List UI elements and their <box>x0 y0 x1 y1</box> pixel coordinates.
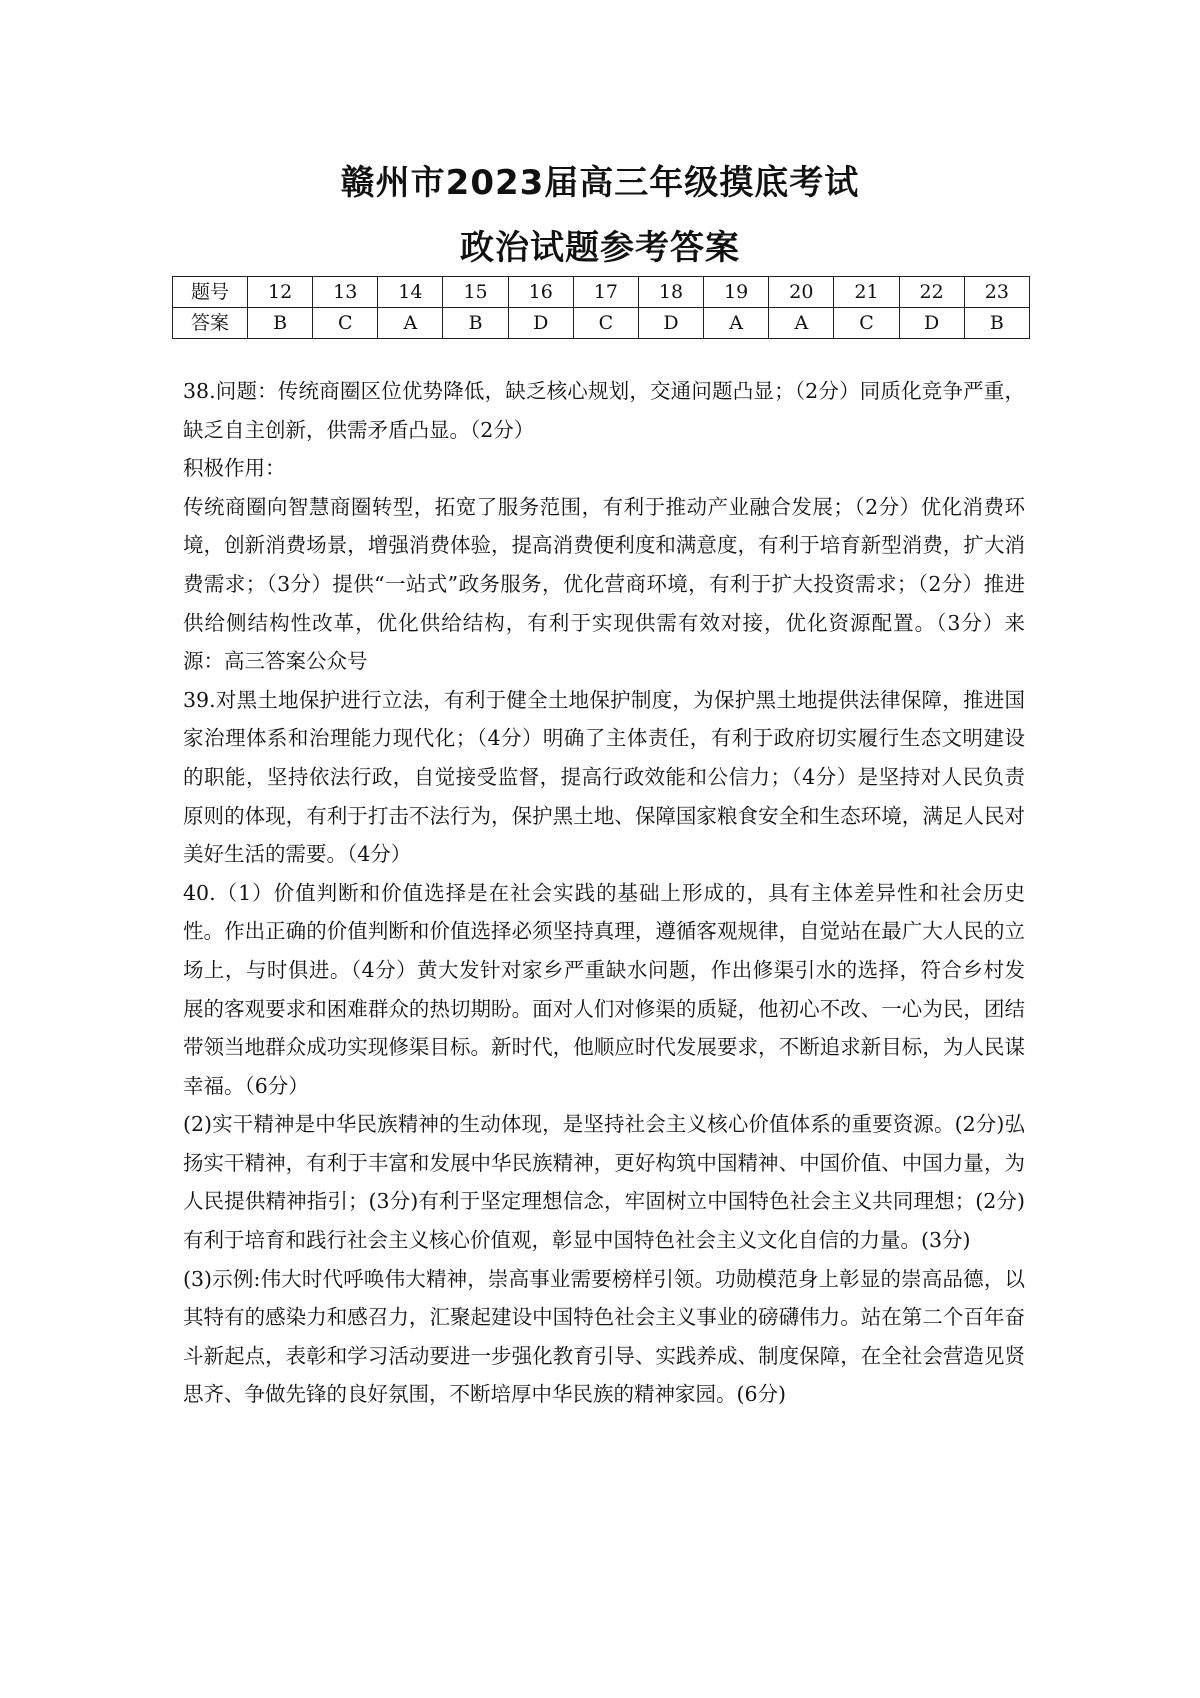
answer-40-part-3: (3)示例:伟大时代呼唤伟大精神，崇高事业需要榜样引领。功勋模范身上彰显的崇高品德，以其特有的感染力和感召力，汇聚起建设中国特色社会主义事业的磅礴伟力。站在第二个百年奋斗新起点，表彰和学习活动要进一步强化教育引导、实践养成、制度保障，在全社会营造见贤思齐、争做先锋的良好氛围，不断培厚中华民族的精神家园。(6分) <box>183 1266 1025 1407</box>
number-row-label: 题号 <box>173 277 248 308</box>
answer-cell: D <box>899 308 964 339</box>
answer-38-heading: 积极作用： <box>183 456 286 481</box>
answer-cell: B <box>443 308 508 339</box>
answer-cell: A <box>378 308 443 339</box>
question-number-cell: 20 <box>769 277 834 308</box>
question-number-cell: 21 <box>834 277 899 308</box>
answer-table-number-row <box>173 277 1030 308</box>
answer-table <box>172 276 1030 339</box>
answer-38-effects: 传统商圈向智慧商圈转型，拓宽了服务范围，有利于推动产业融合发展；（2分）优化消费环境，创新消费场景，增强消费体验，提高消费便利度和满意度，有利于培育新型消费，扩大消费需求；（3分）提供“一站式”政务服务，优化营商环境，有利于扩大投资需求；（2分）推进供给侧结构性改革，优化供给结构，有利于实现供需有效对接，优化资源配置。（3分）来源：高三答案公众号 <box>183 494 1025 674</box>
answer-40-part-2: (2)实干精神是中华民族精神的生动体现，是坚持社会主义核心价值体系的重要资源。(2分)弘扬实干精神，有利于丰富和发展中华民族精神，更好构筑中国精神、中国价值、中国力量，为人民提供精神指引；(3分)有利于坚定理想信念，牢固树立中国特色社会主义共同理想；(2分)有利于培育和践行社会主义核心价值观，彰显中国特色社会主义文化自信的力量。(3分) <box>183 1112 1025 1253</box>
answer-cell: C <box>313 308 378 339</box>
answer-cell: D <box>638 308 703 339</box>
question-number-cell: 17 <box>573 277 638 308</box>
document-title: 赣州市2023届高三年级摸底考试 <box>340 163 860 203</box>
answer-38-problems: 38.问题：传统商圈区位优势降低，缺乏核心规划，交通问题凸显；（2分）同质化竞争严重，缺乏自主创新，供需矛盾凸显。（2分） <box>183 379 1025 442</box>
answer-cell: C <box>573 308 638 339</box>
question-number-cell: 12 <box>248 277 313 308</box>
question-number-cell: 19 <box>704 277 769 308</box>
answer-39: 39.对黑土地保护进行立法，有利于健全土地保护制度，为保护黑土地提供法律保障，推进国家治理体系和治理能力现代化；（4分）明确了主体责任，有利于政府切实履行生态文明建设的职能，坚持依法行政，自觉接受监督，提高行政效能和公信力；（4分）是坚持对人民负责原则的体现，有利于打击不法行为，保护黑土地、保障国家粮食安全和生态环境，满足人民对美好生活的需要。（4分） <box>183 687 1025 867</box>
answer-cell: A <box>704 308 769 339</box>
answer-cell: D <box>508 308 573 339</box>
question-number-cell: 16 <box>508 277 573 308</box>
answer-cell: B <box>964 308 1029 339</box>
answer-cell: B <box>248 308 313 339</box>
document-subtitle: 政治试题参考答案 <box>460 228 740 268</box>
question-number-cell: 14 <box>378 277 443 308</box>
answer-cell: A <box>769 308 834 339</box>
question-number-cell: 15 <box>443 277 508 308</box>
answer-table-answer-row <box>173 308 1030 339</box>
question-number-cell: 23 <box>964 277 1029 308</box>
question-number-cell: 18 <box>638 277 703 308</box>
answer-cell: C <box>834 308 899 339</box>
answer-40-part-1: 40.（1）价值判断和价值选择是在社会实践的基础上形成的，具有主体差异性和社会历史性。作出正确的价值判断和价值选择必须坚持真理，遵循客观规律，自觉站在最广大人民的立场上，与时俱进。（4分）黄大发针对家乡严重缺水问题，作出修渠引水的选择，符合乡村发展的客观要求和困难群众的热切期盼。面对人们对修渠的质疑，他初心不改、一心为民，团结带领当地群众成功实现修渠目标。新时代，他顺应时代发展要求，不断追求新目标，为人民谋幸福。（6分） <box>183 880 1025 1098</box>
question-number-cell: 22 <box>899 277 964 308</box>
question-number-cell: 13 <box>313 277 378 308</box>
answer-body <box>183 372 1025 1414</box>
answer-row-label: 答案 <box>173 308 248 339</box>
